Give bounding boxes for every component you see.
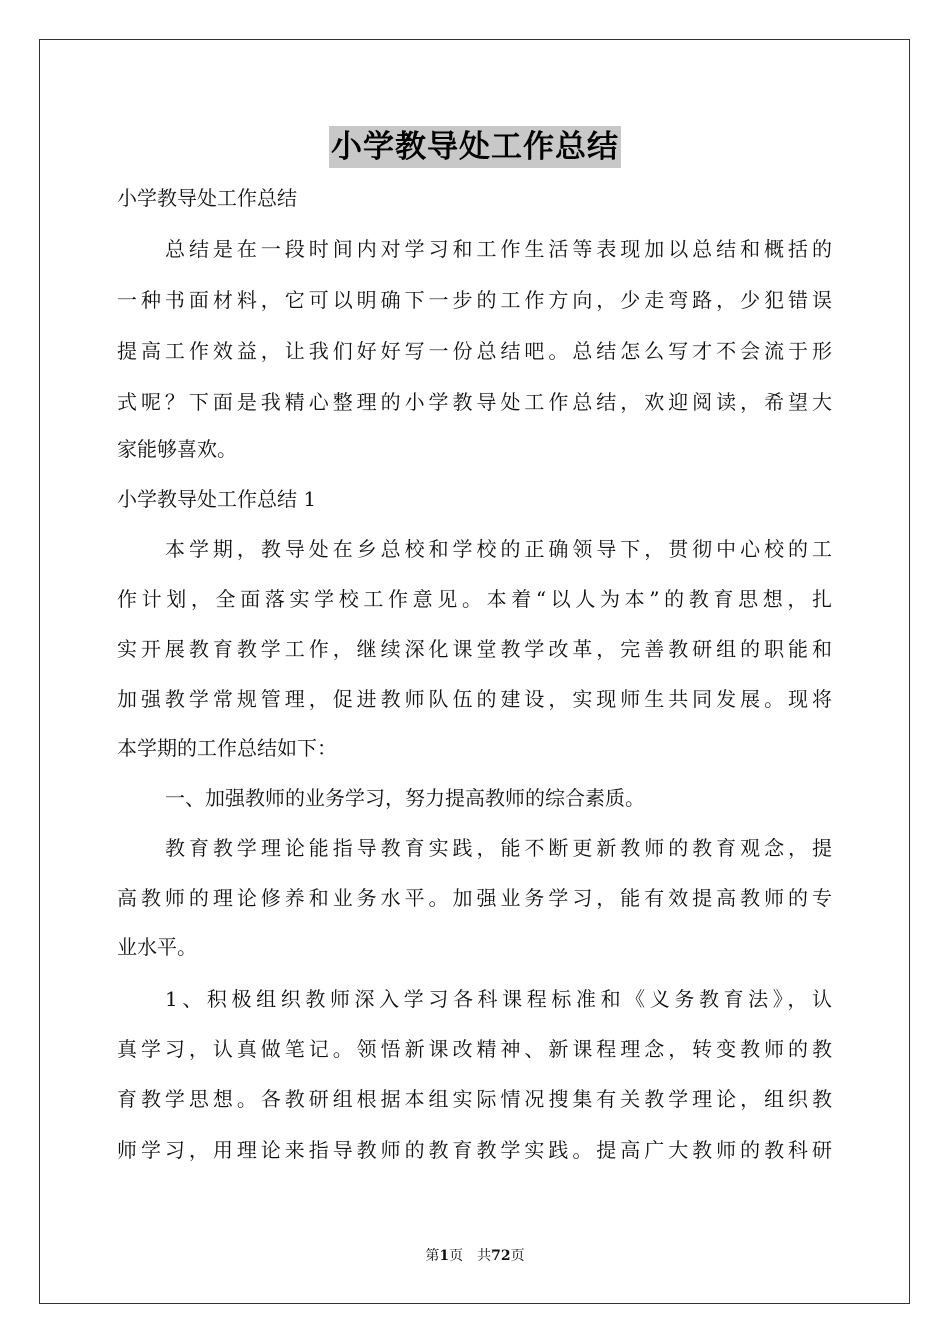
paragraph-line: 师学习，用理论来指导教师的教育教学实践。提高广大教师的教科研 — [117, 1138, 832, 1162]
paragraph-line: 1、积极组织教师深入学习各科课程标准和《义务教育法》，认 — [165, 987, 832, 1011]
subheading-line: 一、加强教师的业务学习，努力提高教师的综合素质。 — [165, 786, 645, 810]
paragraph-line: 加强教学常规管理，促进教师队伍的建设，实现师生共同发展。现将 — [117, 687, 832, 711]
page-footer — [0, 1245, 950, 1265]
paragraph-line: 育教学思想。各教研组根据本组实际情况搜集有关教学理论，组织教 — [117, 1087, 832, 1111]
title-wrap — [0, 126, 950, 168]
paragraph-line: 式呢？下面是我精心整理的小学教导处工作总结，欢迎阅读，希望大 — [117, 390, 832, 414]
paragraph-line: 实开展教育教学工作，继续深化课堂教学改革，完善教研组的职能和 — [117, 637, 832, 661]
paragraph-line: 高教师的理论修养和业务水平。加强业务学习，能有效提高教师的专 — [117, 886, 832, 910]
footer-prefix: 第 — [425, 1248, 440, 1264]
footer-page-number: 1 — [439, 1248, 450, 1264]
paragraph-line: 提高工作效益，让我们好好写一份总结吧。总结怎么写才不会流于形 — [117, 339, 832, 363]
paragraph-line: 业水平。 — [117, 935, 197, 959]
paragraph-line: 家能够喜欢。 — [117, 437, 237, 461]
page-border — [39, 39, 910, 1304]
paragraph-line: 教育教学理论能指导教育实践，能不断更新教师的教育观念，提 — [165, 836, 832, 860]
subtitle-line: 小学教导处工作总结 — [117, 186, 297, 210]
paragraph-line: 本学期的工作总结如下： — [117, 736, 337, 760]
section-heading: 小学教导处工作总结 1 — [117, 487, 317, 511]
paragraph-line: 真学习，认真做笔记。领悟新课改精神、新课程理念，转变教师的教 — [117, 1037, 832, 1061]
paragraph-line: 总结是在一段时间内对学习和工作生活等表现加以总结和概括的 — [165, 237, 832, 261]
footer-suffix: 页 — [510, 1248, 525, 1264]
paragraph-line: 本学期，教导处在乡总校和学校的正确领导下，贯彻中心校的工 — [165, 537, 832, 561]
paragraph-line: 作计划，全面落实学校工作意见。本着“以人为本”的教育思想，扎 — [117, 587, 832, 611]
document-title: 小学教导处工作总结 — [329, 126, 621, 168]
paragraph-line: 一种书面材料，它可以明确下一步的工作方向，少走弯路，少犯错误 — [117, 288, 832, 312]
footer-middle: 页 共 — [449, 1248, 492, 1264]
footer-page-total: 72 — [491, 1248, 511, 1264]
